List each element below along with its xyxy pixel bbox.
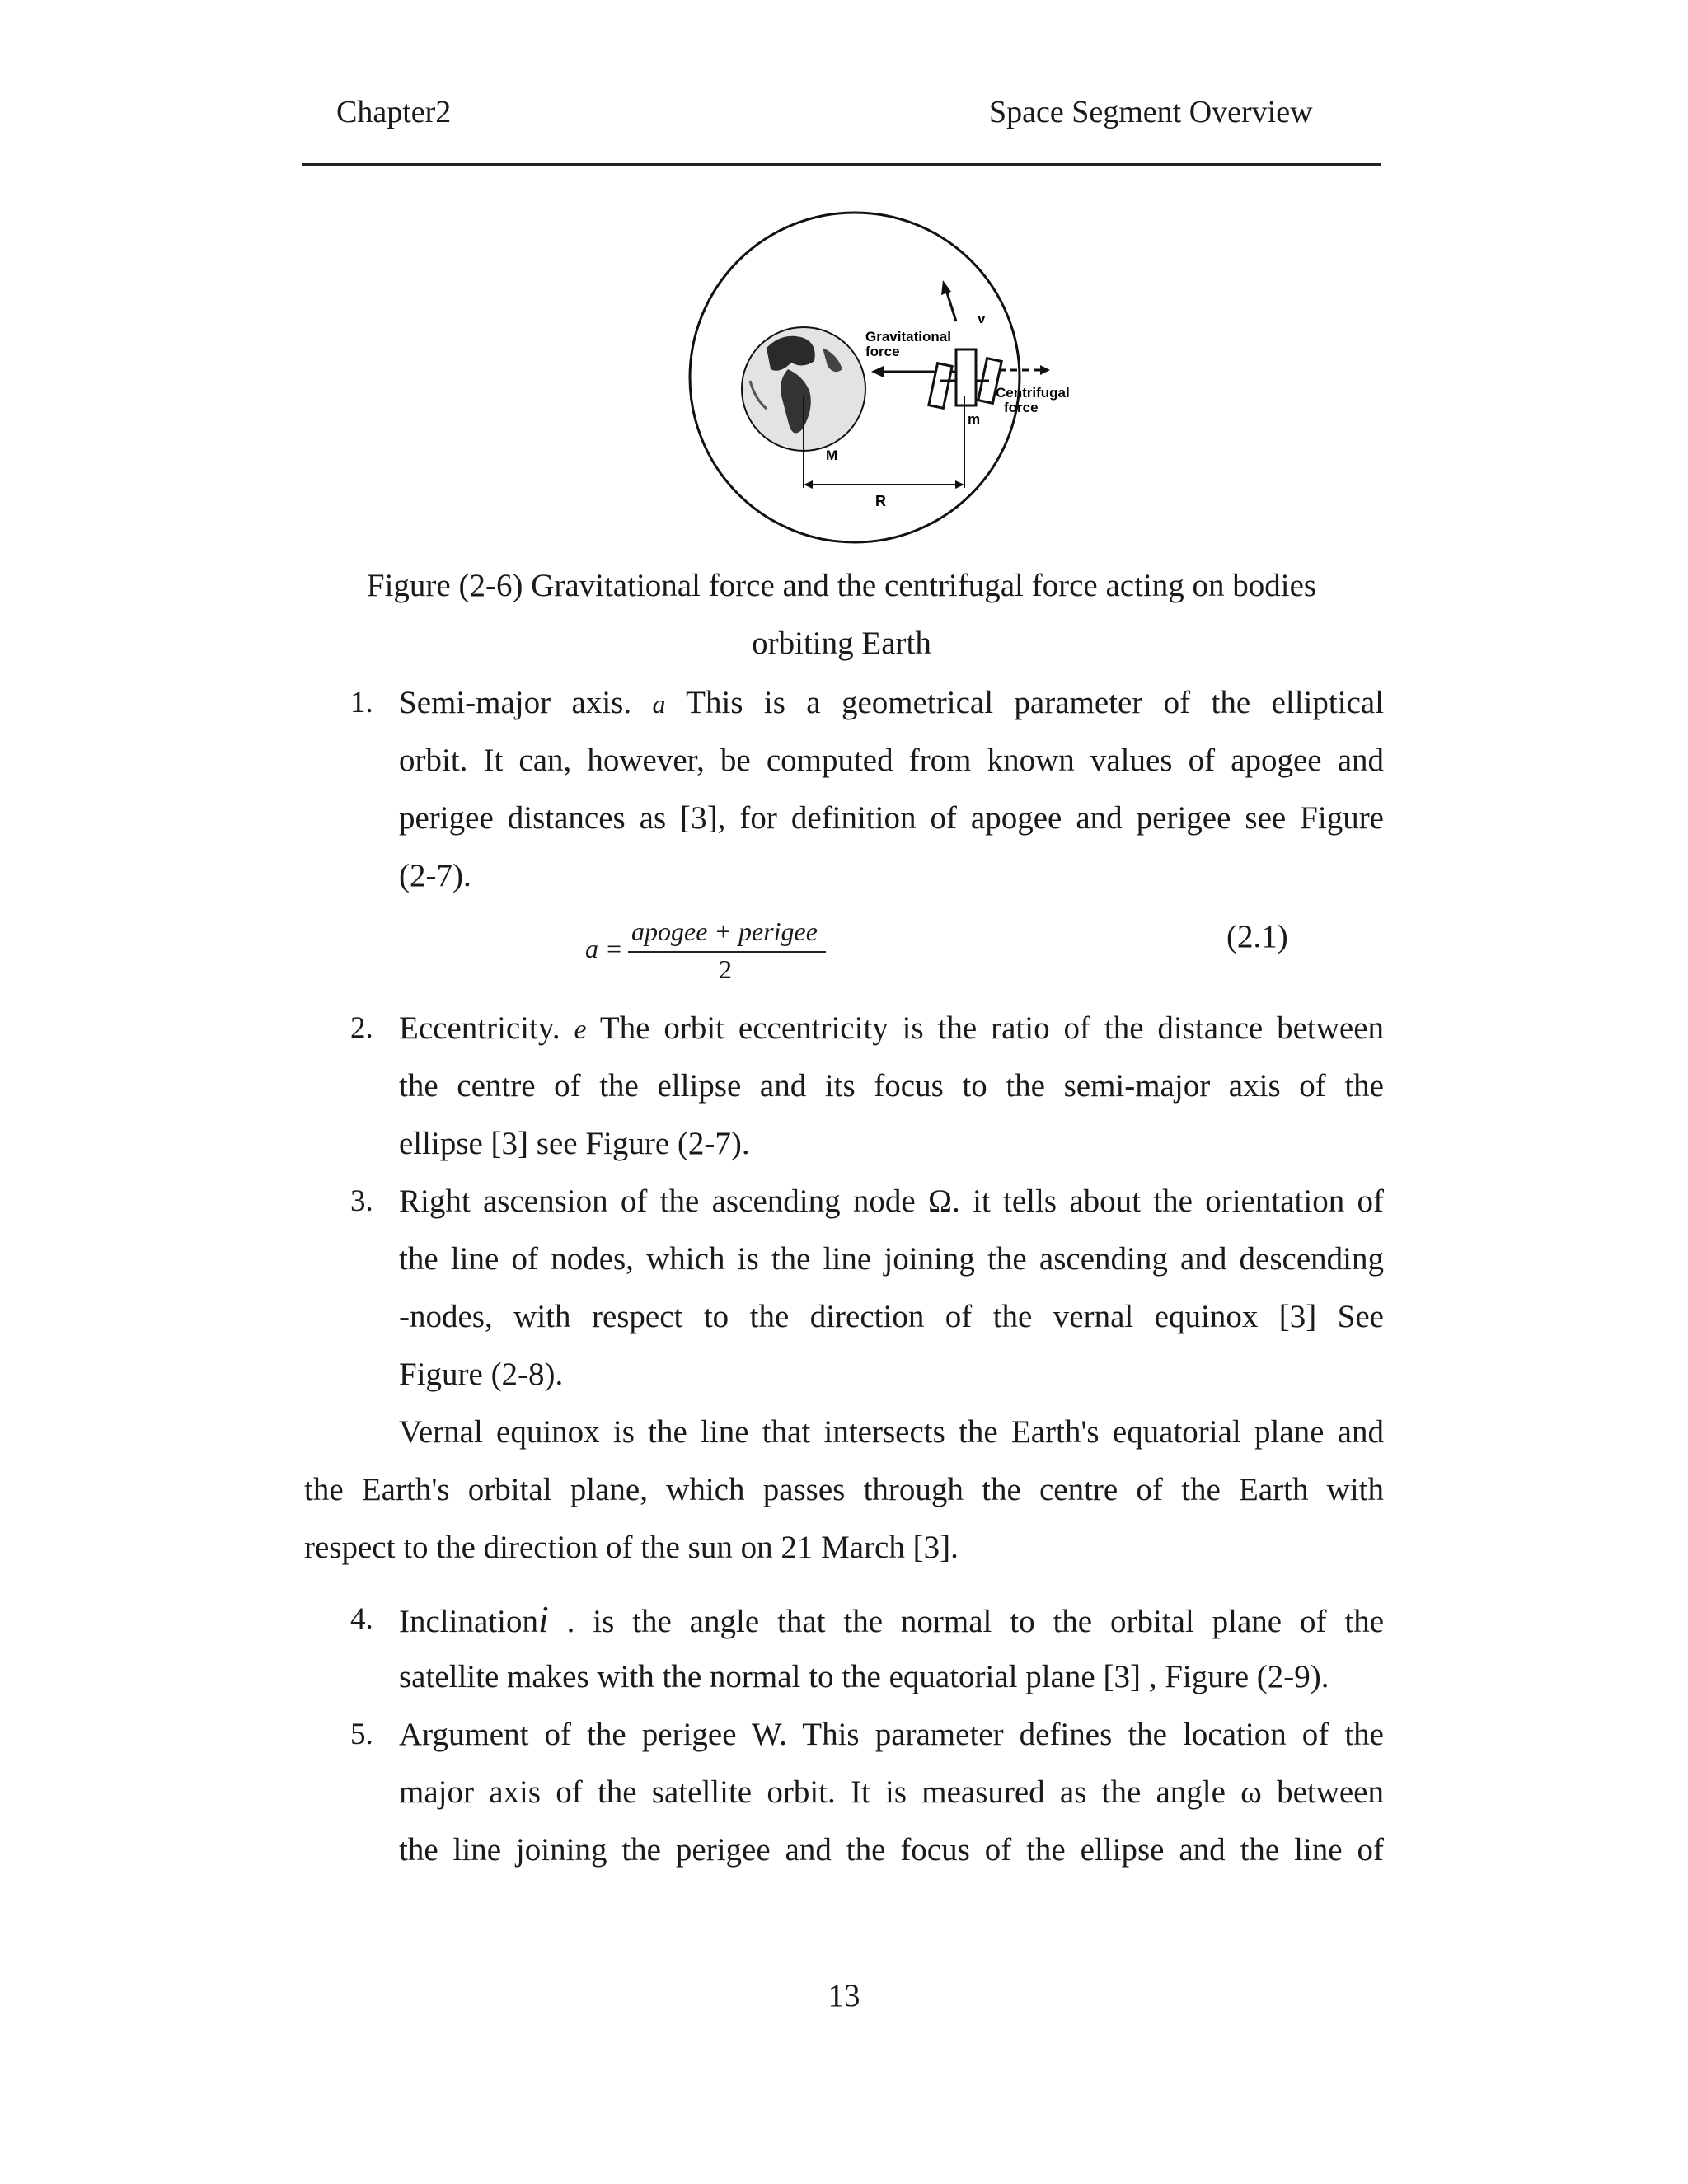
figure-caption-line1: Figure (2-6) Gravitational force and the centrifugal force acting on bodies: [366, 568, 1317, 603]
item5-line2: major axis of the satellite orbit. It is measured as the angle ω between: [399, 1774, 1384, 1810]
item2-line1: Eccentricity. e The orbit eccentricity is the ratio of the distance between: [399, 1010, 1385, 1046]
item4-line1: Inclinationi . is the angle that the normal to the orbital plane of the: [399, 1598, 1384, 1640]
centrifugal-label-2: force: [1004, 400, 1039, 415]
header-section-title: Space Segment Overview: [989, 95, 1313, 129]
item3-line3: -nodes, with respect to the direction of the vernal equinox [3] See: [399, 1299, 1384, 1334]
item3-line2: the line of nodes, which is the line joining the ascending and descending: [399, 1241, 1384, 1277]
header-rule: [302, 163, 1381, 166]
item1-line2: orbit. It can, however, be computed from known values of apogee and: [399, 743, 1384, 778]
item-number-2: 2.: [350, 1011, 373, 1045]
item4-line2: satellite makes with the normal to the equatorial plane [3] , Figure (2-9).: [399, 1659, 1329, 1694]
velocity-label: v: [978, 311, 986, 326]
item3-line4: Figure (2-8).: [399, 1357, 564, 1392]
item-number-4: 4.: [350, 1602, 373, 1636]
satellite-mass-label: m: [968, 411, 981, 427]
item3-line1: Right ascension of the ascending node Ω. it tells about the orientation of: [399, 1183, 1384, 1219]
item-number-3: 3.: [350, 1184, 373, 1218]
equation-numerator: apogee + perigee: [631, 916, 818, 946]
paragraph-line3: respect to the direction of the sun on 21 March [3].: [304, 1530, 959, 1565]
figure-caption-line2: orbiting Earth: [752, 626, 931, 661]
equation-fraction-bar: [628, 951, 826, 953]
item1-line1: Semi-major axis. a This is a geometrical parameter of the elliptical: [399, 685, 1385, 720]
orbit-diagram: [626, 208, 1088, 554]
centrifugal-label: Centrifugal: [996, 385, 1070, 401]
equation-lhs: a =: [585, 934, 623, 963]
item5-line3: the line joining the perigee and the focus of the ellipse and the line of: [399, 1832, 1384, 1868]
item1-line3: perigee distances as [3], for definition of apogee and perigee see Figure: [399, 800, 1384, 836]
paragraph-line2: the Earth's orbital plane, which passes through the centre of the Earth with: [304, 1472, 1384, 1507]
earth-mass-label: M: [826, 448, 838, 463]
item-number-1: 1.: [350, 686, 373, 719]
item1-line4: (2-7).: [399, 858, 471, 893]
velocity-arrow: [946, 290, 956, 321]
item2-line3: ellipse [3] see Figure (2-7).: [399, 1126, 750, 1161]
page-number: 13: [828, 1978, 860, 2013]
gravitational-label: Gravitational: [865, 329, 951, 344]
gravitational-label-2: force: [865, 344, 900, 359]
equation-denominator: 2: [719, 954, 732, 984]
header-chapter: Chapter2: [336, 95, 452, 129]
item5-line1: Argument of the perigee W. This parameter defines the location of the: [399, 1717, 1384, 1752]
radius-label: R: [875, 493, 886, 509]
item2-line2: the centre of the ellipse and its focus to the semi-major axis of the: [399, 1068, 1384, 1104]
equation-label: (2.1): [1226, 919, 1288, 954]
item-number-5: 5.: [350, 1718, 373, 1751]
paragraph-line1: Vernal equinox is the line that intersects the Earth's equatorial plane and: [399, 1414, 1384, 1450]
